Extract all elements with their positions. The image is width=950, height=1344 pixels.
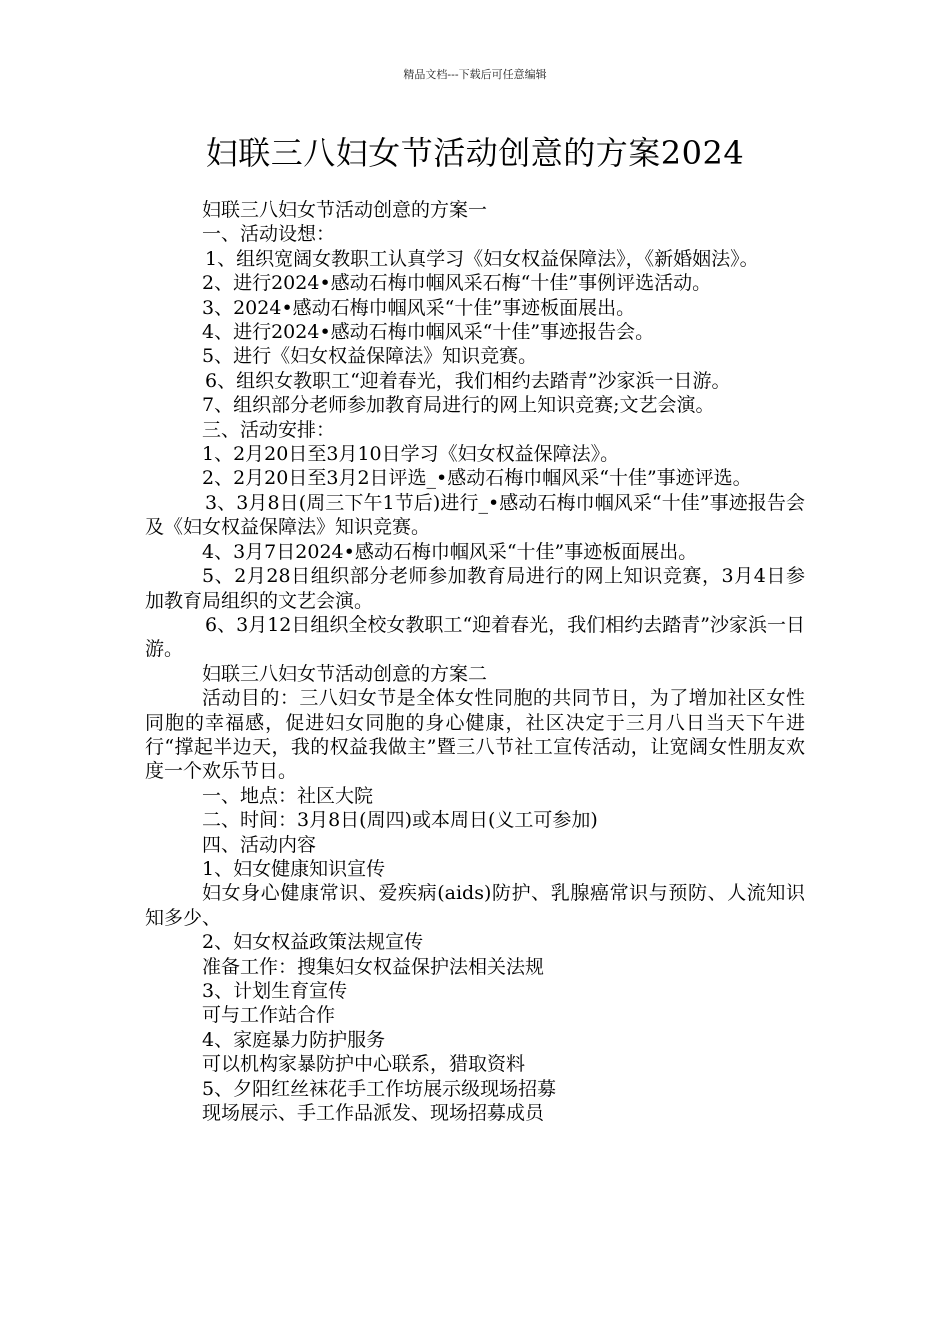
page-header: 精品文档---下载后可任意编辑 [403, 68, 547, 81]
paragraph: 可以机构家暴防护中心联系，猎取资料 [202, 1053, 526, 1076]
paragraph: 四、活动内容 [202, 833, 317, 856]
paragraph: 5、夕阳红丝袜花手工作坊展示级现场招募 [202, 1077, 557, 1100]
paragraph: 5、2月28日组织部分老师参加教育局进行的网上知识竞赛，3月4日参加教育局组织的文艺会演。 [145, 565, 805, 612]
document-body [145, 198, 805, 1125]
paragraph: 妇联三八妇女节活动创意的方案二 [202, 662, 488, 685]
paragraph: 2、进行2024•感动石梅巾帼风采石梅“十佳”事例评选活动。 [202, 272, 712, 295]
paragraph: 妇女身心健康常识、爱疾病(aids)防护、乳腺癌常识与预防、人流知识知多少、 [145, 882, 805, 929]
paragraph: 活动目的：三八妇女节是全体女性同胞的共同节日，为了增加社区女性同胞的幸福感，促进妇女同胞的身心健康，社区决定于三月八日当天下午进行“撑起半边天，我的权益我做主”暨三八节社工宣传活动，让宽阔女性朋友欢度一个欢乐节日。 [145, 687, 805, 783]
paragraph: 3、2024•感动石梅巾帼风采“十佳”事迹板面展出。 [202, 296, 636, 319]
paragraph: 三、活动安排： [202, 418, 336, 441]
paragraph: 二、时间：3月8日(周四)或本周日(义工可参加) [202, 809, 598, 832]
paragraph: 3、3月8日(周三下午1节后)进行_•感动石梅巾帼风采“十佳”事迹报告会及《妇女权益保障法》知识竞赛。 [145, 491, 805, 539]
paragraph: 4、进行2024•感动石梅巾帼风采“十佳”事迹报告会。 [202, 321, 655, 344]
paragraph: 准备工作：搜集妇女权益保护法相关法规 [202, 955, 545, 978]
paragraph: 6、组织女教职工“迎着春光，我们相约去踏青”沙家浜一日游。 [205, 369, 731, 392]
paragraph: 可与工作站合作 [202, 1004, 336, 1027]
paragraph: 现场展示、手工作品派发、现场招募成员 [202, 1102, 545, 1125]
paragraph: 3、计划生育宣传 [202, 980, 348, 1002]
paragraph: 4、家庭暴力防护服务 [202, 1028, 386, 1051]
paragraph: 一、地点：社区大院 [202, 784, 374, 807]
paragraph: 4、3月7日2024•感动石梅巾帼风采“十佳”事迹板面展出。 [202, 540, 698, 563]
paragraph: 1、组织宽阔女教职工认真学习《妇女权益保障法》，《新婚姻法》。 [205, 247, 759, 270]
paragraph: 5、进行《妇女权益保障法》知识竞赛。 [202, 345, 538, 368]
paragraph: 1、妇女健康知识宣传 [202, 857, 386, 880]
paragraph: 一、活动设想： [202, 223, 336, 246]
paragraph: 1、2月20日至3月10日学习《妇女权益保障法》。 [202, 443, 620, 466]
paragraph: 妇联三八妇女节活动创意的方案一 [202, 199, 488, 221]
paragraph: 2、2月20日至3月2日评选_•感动石梅巾帼风采“十佳”事迹评选。 [202, 467, 752, 490]
paragraph: 7、组织部分老师参加教育局进行的网上知识竞赛;文艺会演。 [202, 394, 715, 417]
document-title: 妇联三八妇女节活动创意的方案2024 [205, 134, 745, 172]
paragraph: 2、妇女权益政策法规宣传 [202, 931, 424, 954]
paragraph: 6、3月12日组织全校女教职工“迎着春光，我们相约去踏青”沙家浜一日游。 [145, 613, 805, 661]
